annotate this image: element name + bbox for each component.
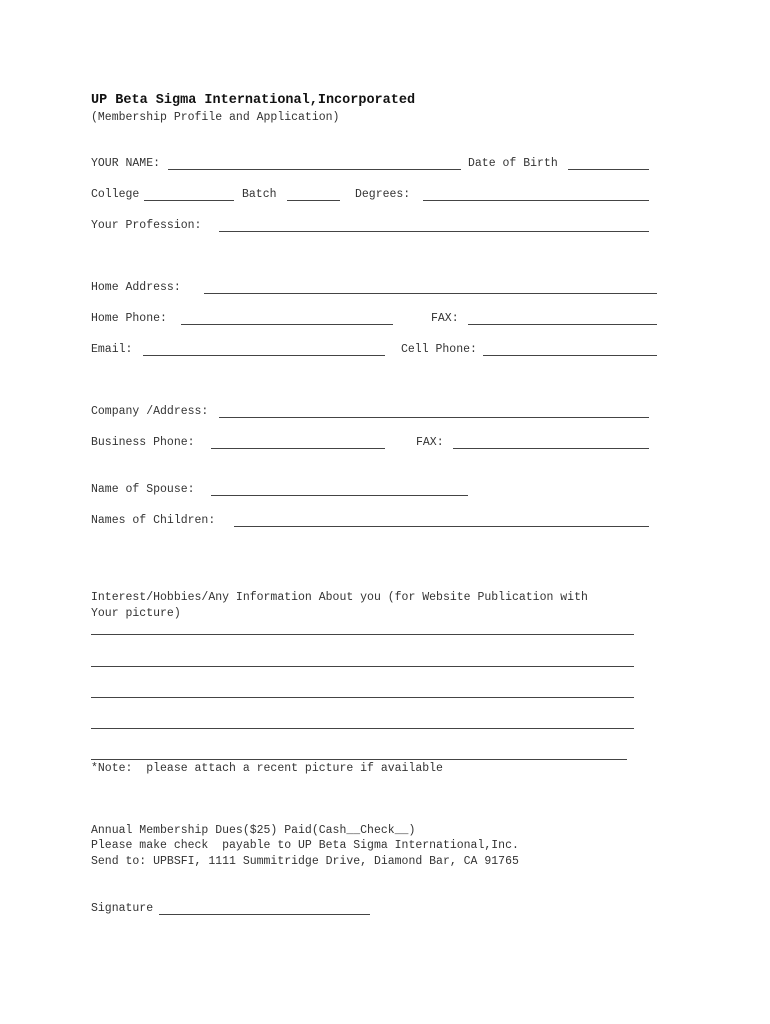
home-fax-label: FAX: (431, 312, 459, 325)
date-of-birth-field[interactable] (568, 169, 649, 170)
college-field[interactable] (144, 200, 234, 201)
home-address-field[interactable] (204, 293, 657, 294)
degrees-label: Degrees: (355, 188, 411, 201)
business-fax-label: FAX: (416, 436, 444, 449)
interests-line-3[interactable] (91, 697, 634, 698)
home-address-label: Home Address: (91, 281, 181, 294)
send-to-text: Send to: UPBSFI, 1111 Summitridge Drive, Diamond Bar, CA 91765 (91, 855, 519, 868)
interests-line-4[interactable] (91, 728, 634, 729)
college-label: College (91, 188, 140, 201)
batch-field[interactable] (287, 200, 340, 201)
form-title: UP Beta Sigma International,Incorporated (91, 93, 416, 108)
signature-label: Signature (91, 902, 154, 915)
your-name-label: YOUR NAME: (91, 157, 161, 170)
date-of-birth-label: Date of Birth (468, 157, 558, 170)
interests-label-line2: Your picture) (91, 607, 181, 620)
dues-text: Annual Membership Dues($25) Paid(Cash__Check__) (91, 824, 416, 837)
cell-phone-label: Cell Phone: (401, 343, 477, 356)
spouse-label: Name of Spouse: (91, 483, 195, 496)
home-phone-label: Home Phone: (91, 312, 167, 325)
business-phone-field[interactable] (211, 448, 385, 449)
business-phone-label: Business Phone: (91, 436, 195, 449)
profession-label: Your Profession: (91, 219, 202, 232)
profession-field[interactable] (219, 231, 649, 232)
interests-line-5[interactable] (91, 759, 627, 760)
home-phone-field[interactable] (181, 324, 393, 325)
interests-line-2[interactable] (91, 666, 634, 667)
home-fax-field[interactable] (468, 324, 657, 325)
interests-label-line1: Interest/Hobbies/Any Information About you (for Website Publication with (91, 591, 588, 604)
company-address-label: Company /Address: (91, 405, 209, 418)
signature-field[interactable] (159, 914, 370, 915)
batch-label: Batch (242, 188, 277, 201)
interests-line-1[interactable] (91, 634, 634, 635)
payable-text: Please make check payable to UP Beta Sigma International,Inc. (91, 839, 519, 852)
spouse-field[interactable] (211, 495, 468, 496)
cell-phone-field[interactable] (483, 355, 657, 356)
business-fax-field[interactable] (453, 448, 649, 449)
email-field[interactable] (143, 355, 385, 356)
picture-note: *Note: please attach a recent picture if available (91, 762, 443, 775)
children-label: Names of Children: (91, 514, 216, 527)
company-address-field[interactable] (219, 417, 649, 418)
your-name-field[interactable] (168, 169, 461, 170)
degrees-field[interactable] (423, 200, 649, 201)
form-subtitle: (Membership Profile and Application) (91, 111, 340, 124)
children-field[interactable] (234, 526, 649, 527)
email-label: Email: (91, 343, 133, 356)
